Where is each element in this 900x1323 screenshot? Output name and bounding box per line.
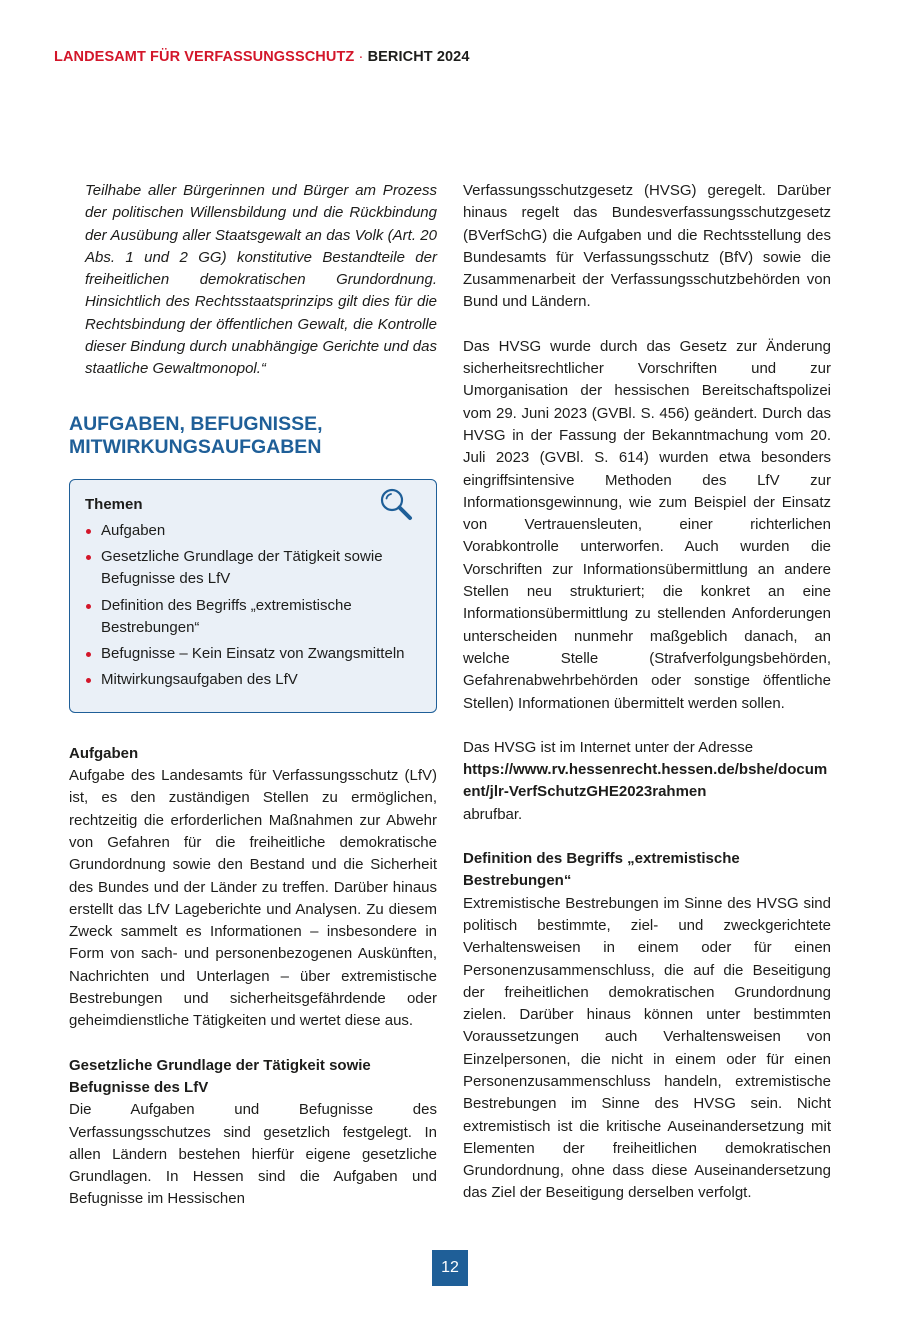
grundlage-heading: Gesetzliche Grundlage der Tätigkeit sowie Befugnisse des LfV	[69, 1056, 371, 1096]
magnifier-icon	[378, 486, 414, 522]
topic-item: Mitwirkungsaufgaben des LfV	[85, 669, 420, 691]
left-column	[69, 180, 437, 1233]
topic-item: Gesetzliche Grundlage der Tätigkeit sowie Befugnisse des LfV	[85, 546, 420, 591]
definition-heading: Definition des Begriffs „extremistische Bestrebungen“	[463, 850, 740, 890]
running-header	[54, 49, 470, 65]
definition-block	[463, 848, 831, 1205]
topic-item: Definition des Begriffs „extremistische Bestrebungen“	[85, 595, 420, 640]
aufgaben-heading: Aufgaben	[69, 744, 139, 762]
section-title-line-1: AUFGABEN, BEFUGNISSE,	[69, 412, 323, 435]
topics-list	[85, 520, 420, 692]
right-column	[463, 180, 831, 1227]
header-org: LANDESAMT FÜR VERFASSUNGSSCHUTZ	[54, 49, 355, 65]
definition-text: Extremistische Bestrebungen im Sinne des HVSG sind politisch bestimmte, ziel- und zweckgerichtete Verhaltensweisen in einem oder für einen Personenzusammenschluss, die auf die Beseitigung der freiheitlichen demokratischen Grundordnung zielen. Darüber hinaus können unter bestimmten Voraussetzungen auch Verhaltensweisen von Einzelpersonen, die nicht in einem oder für einen Personenzusammenschluss handeln, extremistische Bestrebungen im Sinne des HVSG sein. Nicht extremistisch ist die kritische Auseinandersetzung mit Elementen der freiheitlichen demokratischen Grundordnung, ohne dass diese Auseinandersetzung das Ziel der Beseitigung derselben verfolgt.	[463, 894, 831, 1202]
quote-text: Teilhabe aller Bürgerinnen und Bürger am Prozess der politischen Willensbildung und die Rückbindung der Ausübung aller Staatsgewalt an das Volk (Art. 20 Abs. 1 und 2 GG) konstitutive Bestandteile der freiheitlichen demokratischen Grundordnung. Hinsichtlich des Rechtsstaatsprinzips gilt dies für die Rechtsbindung der öffentlichen Gewalt, die Kontrolle dieser Bindung durch unabhängige Gerichte und das staatliche Gewaltmonopol.“	[85, 182, 437, 378]
hvsg-paragraph-2: Das HVSG wurde durch das Gesetz zur Änderung sicherheitsrechtlicher Vorschriften und zur Umorganisation der hessischen Bereitschaftspolizei vom 29. Juni 2023 (GVBl. S. 456) geändert. Durch das HVSG in der Fassung der Bekanntmachung vom 20. Juli 2023 (GVBl. S. 614) wurden etwa besonders eingriffsintensive Methoden des LfV zur Informationsgewinnung, wie zum Beispiel der Einsatz von Vertrauensleuten, einer richterlichen Vorabkontrolle unterworfen. Auch wurden die Vorschriften zur Informationsübermittlung an andere Stellen neu strukturiert; die konkret an eine Informationsübermittlung zu stellenden Anforderungen unterscheiden nunmehr maßgeblich danach, an welche Stelle (Strafverfolgungsbehörden, Gefahrenabwehrbehörden oder sonstige öffentliche Stellen) Informationen übermittelt werden sollen.	[463, 337, 831, 712]
section-title	[69, 413, 437, 459]
grundlage-block	[69, 1055, 437, 1211]
header-separator: ·	[358, 49, 364, 65]
topic-item: Befugnisse – Kein Einsatz von Zwangsmitteln	[85, 643, 420, 665]
grundlage-text: Die Aufgaben und Befugnisse des Verfassungsschutzes sind gesetzlich festgelegt. In allen Ländern bestehen hierfür eigene gesetzliche Grundlagen. In Hessen sind die Aufgaben und Befugnisse im Hessischen	[69, 1101, 437, 1208]
section-title-line-2: MITWIRKUNGSAUFGABEN	[69, 435, 322, 458]
aufgaben-text: Aufgabe des Landesamts für Verfassungsschutz (LfV) ist, es den zuständigen Stellen zu ermöglichen, rechtzeitig die erforderlichen Maßnahmen zur Abwehr von Gefahren für die freiheitliche demokratische Grundordnung sowie den Bestand und die Sicherheit des Bundes und der Länder zu treffen. Darüber hinaus erstellt das LfV Lageberichte und Analysen. Zu diesem Zweck sammelt es Informationen – insbesondere in Form von sach- und personenbezogenen Auskünften, Nachrichten und Unterlagen – über extremistische Bestrebungen und sicherheitsgefährdende oder geheimdienstliche Tätigkeiten und wertet diese aus.	[69, 767, 437, 1030]
url-intro: Das HVSG ist im Internet unter der Adresse	[463, 738, 754, 756]
url-outro: abrufbar.	[463, 805, 523, 823]
page-number: 12	[432, 1250, 468, 1286]
aufgaben-block	[69, 743, 437, 1033]
header-report: BERICHT 2024	[367, 49, 470, 65]
topics-title: Themen	[85, 495, 143, 513]
hvsg-url-block	[463, 737, 831, 826]
hvsg-url-link[interactable]: https://www.rv.hessenrecht.hessen.de/bshe/document/jlr-VerfSchutzGHE2023rahmen	[463, 761, 828, 801]
hvsg-paragraph-1: Verfassungsschutzgesetz (HVSG) geregelt. Darüber hinaus regelt das Bundesverfassungsschutzgesetz (BVerfSchG) die Aufgaben und die Rechtsstellung des Bundesamts für Verfassungsschutz (BfV) sowie die Zusammenarbeit der Verfassungsschutzbehörden von Bund und Ländern.	[463, 182, 831, 311]
topics-box	[69, 479, 437, 713]
topic-item: Aufgaben	[85, 520, 420, 542]
